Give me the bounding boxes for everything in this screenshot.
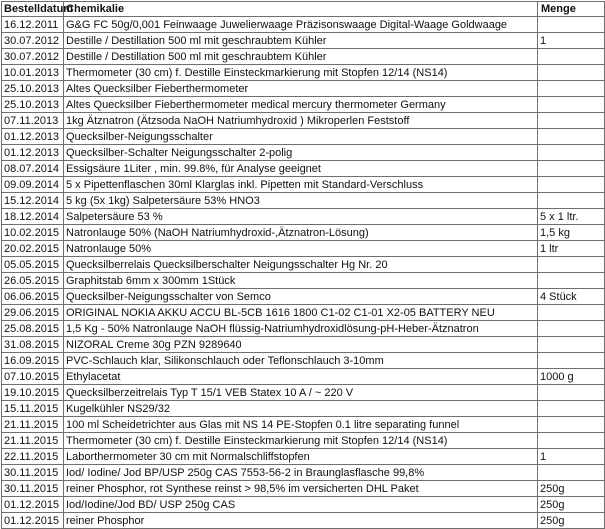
cell-date: 15.12.2014 [2,193,64,209]
cell-chemical: Quecksilberzeitrelais Typ T 15/1 VEB Statex 10 A / ~ 220 V [64,385,538,401]
table-row [2,305,605,321]
table-row [2,497,605,513]
cell-chemical: Thermometer (30 cm) f. Destille Einsteckmarkierung mit Stopfen 12/14 (NS14) [64,65,538,81]
cell-chemical: Iod/Iodine/Jod BD/ USP 250g CAS [64,497,538,513]
cell-quantity: 4 Stück [538,289,605,305]
cell-chemical: Quecksilber-Neigungsschalter von Semco [64,289,538,305]
cell-quantity [538,273,605,289]
cell-date: 06.06.2015 [2,289,64,305]
cell-quantity: 1 [538,449,605,465]
cell-quantity [538,353,605,369]
header-quantity: Menge [538,2,605,17]
table-row [2,193,605,209]
cell-date: 29.06.2015 [2,305,64,321]
cell-date: 25.10.2013 [2,81,64,97]
cell-date: 30.11.2015 [2,481,64,497]
cell-date: 22.11.2015 [2,449,64,465]
cell-quantity: 1 [538,33,605,49]
cell-date: 16.09.2015 [2,353,64,369]
cell-quantity [538,321,605,337]
table-row [2,145,605,161]
cell-date: 05.05.2015 [2,257,64,273]
cell-date: 08.07.2014 [2,161,64,177]
table-row [2,417,605,433]
cell-chemical: Natronlauge 50% (NaOH Natriumhydroxid-,Ätznatron-Lösung) [64,225,538,241]
cell-quantity: 1,5 kg [538,225,605,241]
cell-date: 01.12.2015 [2,513,64,529]
table-row [2,209,605,225]
cell-date: 18.12.2014 [2,209,64,225]
cell-quantity [538,81,605,97]
cell-date: 15.11.2015 [2,401,64,417]
table-row [2,113,605,129]
cell-quantity [538,177,605,193]
table-row [2,177,605,193]
cell-chemical: reiner Phosphor, rot Synthese reinst > 98,5% im versicherten DHL Paket [64,481,538,497]
cell-quantity [538,49,605,65]
table-row [2,337,605,353]
cell-quantity [538,161,605,177]
cell-date: 01.12.2015 [2,497,64,513]
cell-chemical: 1,5 Kg - 50% Natronlauge NaOH flüssig-Natriumhydroxidlösung-pH-Heber-Ätznatron [64,321,538,337]
cell-date: 31.08.2015 [2,337,64,353]
table-row [2,353,605,369]
table-row [2,369,605,385]
table-row [2,481,605,497]
cell-quantity: 250g [538,481,605,497]
cell-date: 30.11.2015 [2,465,64,481]
cell-chemical: Laborthermometer 30 cm mit Normalschliffstopfen [64,449,538,465]
table-row [2,17,605,33]
cell-quantity: 5 x 1 ltr. [538,209,605,225]
cell-chemical: 100 ml Scheidetrichter aus Glas mit NS 14 PE-Stopfen 0.1 litre separating funnel [64,417,538,433]
cell-chemical: Iod/ Iodine/ Jod BP/USP 250g CAS 7553-56-2 in Braunglasflasche 99,8% [64,465,538,481]
cell-chemical: Altes Quecksilber Fieberthermometer [64,81,538,97]
cell-chemical: Quecksilber-Schalter Neigungsschalter 2-polig [64,145,538,161]
order-table [1,1,605,529]
cell-chemical: 5 x Pipettenflaschen 30ml Klarglas inkl. Pipetten mit Standard-Verschluss [64,177,538,193]
table-row [2,161,605,177]
cell-chemical: Altes Quecksilber Fieberthermometer medical mercury thermometer Germany [64,97,538,113]
cell-chemical: Thermometer (30 cm) f. Destille Einsteckmarkierung mit Stopfen 12/14 (NS14) [64,433,538,449]
cell-quantity [538,433,605,449]
cell-chemical: G&G FC 50g/0,001 Feinwaage Juwelierwaage Präzisonswaage Digital-Waage Goldwaage [64,17,538,33]
cell-date: 07.11.2013 [2,113,64,129]
table-row [2,433,605,449]
cell-quantity [538,17,605,33]
table-row [2,321,605,337]
cell-date: 25.10.2013 [2,97,64,113]
cell-quantity [538,113,605,129]
cell-quantity: 250g [538,497,605,513]
cell-chemical: Salpetersäure 53 % [64,209,538,225]
cell-date: 19.10.2015 [2,385,64,401]
cell-quantity: 1 ltr [538,241,605,257]
cell-quantity: 250g [538,513,605,529]
cell-chemical: reiner Phosphor [64,513,538,529]
cell-chemical: ORIGINAL NOKIA AKKU ACCU BL-5CB 1616 1800 C1-02 C1-01 X2-05 BATTERY NEU [64,305,538,321]
table-row [2,449,605,465]
cell-date: 01.12.2013 [2,145,64,161]
cell-chemical: Quecksilberrelais Quecksilberschalter Neigungsschalter Hg Nr. 20 [64,257,538,273]
header-chemical: Chemikalie [64,2,538,17]
cell-quantity: 1000 g [538,369,605,385]
cell-date: 20.02.2015 [2,241,64,257]
cell-quantity [538,305,605,321]
cell-quantity [538,129,605,145]
table-row [2,257,605,273]
cell-quantity [538,417,605,433]
cell-quantity [538,257,605,273]
table-row [2,129,605,145]
cell-chemical: Natronlauge 50% [64,241,538,257]
cell-date: 21.11.2015 [2,433,64,449]
cell-chemical: Quecksilber-Neigungsschalter [64,129,538,145]
table-row [2,81,605,97]
cell-quantity [538,385,605,401]
cell-chemical: Graphitstab 6mm x 300mm 1Stück [64,273,538,289]
table-row [2,401,605,417]
table-row [2,49,605,65]
cell-chemical: 1kg Ätznatron (Ätzsoda NaOH Natriumhydroxid ) Mikroperlen Feststoff [64,113,538,129]
cell-quantity [538,97,605,113]
cell-chemical: NIZORAL Creme 30g PZN 9289640 [64,337,538,353]
table-row [2,33,605,49]
cell-date: 10.02.2015 [2,225,64,241]
cell-chemical: PVC-Schlauch klar, Silikonschlauch oder Teflonschlauch 3-10mm [64,353,538,369]
table-row [2,465,605,481]
cell-quantity [538,337,605,353]
table-row [2,273,605,289]
cell-date: 26.05.2015 [2,273,64,289]
cell-quantity [538,193,605,209]
cell-date: 30.07.2012 [2,33,64,49]
cell-date: 07.10.2015 [2,369,64,385]
cell-chemical: Destille / Destillation 500 ml mit geschraubtem Kühler [64,49,538,65]
table-row [2,241,605,257]
table-row [2,385,605,401]
cell-date: 10.01.2013 [2,65,64,81]
table-row [2,97,605,113]
cell-date: 25.08.2015 [2,321,64,337]
cell-chemical: Destille / Destillation 500 ml mit geschraubtem Kühler [64,33,538,49]
table-row [2,225,605,241]
header-date: Bestelldatum [2,2,64,17]
cell-chemical: Ethylacetat [64,369,538,385]
table-row [2,289,605,305]
cell-quantity [538,65,605,81]
cell-quantity [538,401,605,417]
cell-chemical: Essigsäure 1Liter , min. 99.8%, für Analyse geeignet [64,161,538,177]
header-row [2,2,605,17]
cell-chemical: 5 kg (5x 1kg) Salpetersäure 53% HNO3 [64,193,538,209]
cell-chemical: Kugelkühler NS29/32 [64,401,538,417]
cell-date: 16.12.2011 [2,17,64,33]
cell-quantity [538,465,605,481]
cell-date: 21.11.2015 [2,417,64,433]
cell-date: 01.12.2013 [2,129,64,145]
table-row [2,513,605,529]
cell-date: 30.07.2012 [2,49,64,65]
table-row [2,65,605,81]
cell-quantity [538,145,605,161]
cell-date: 09.09.2014 [2,177,64,193]
